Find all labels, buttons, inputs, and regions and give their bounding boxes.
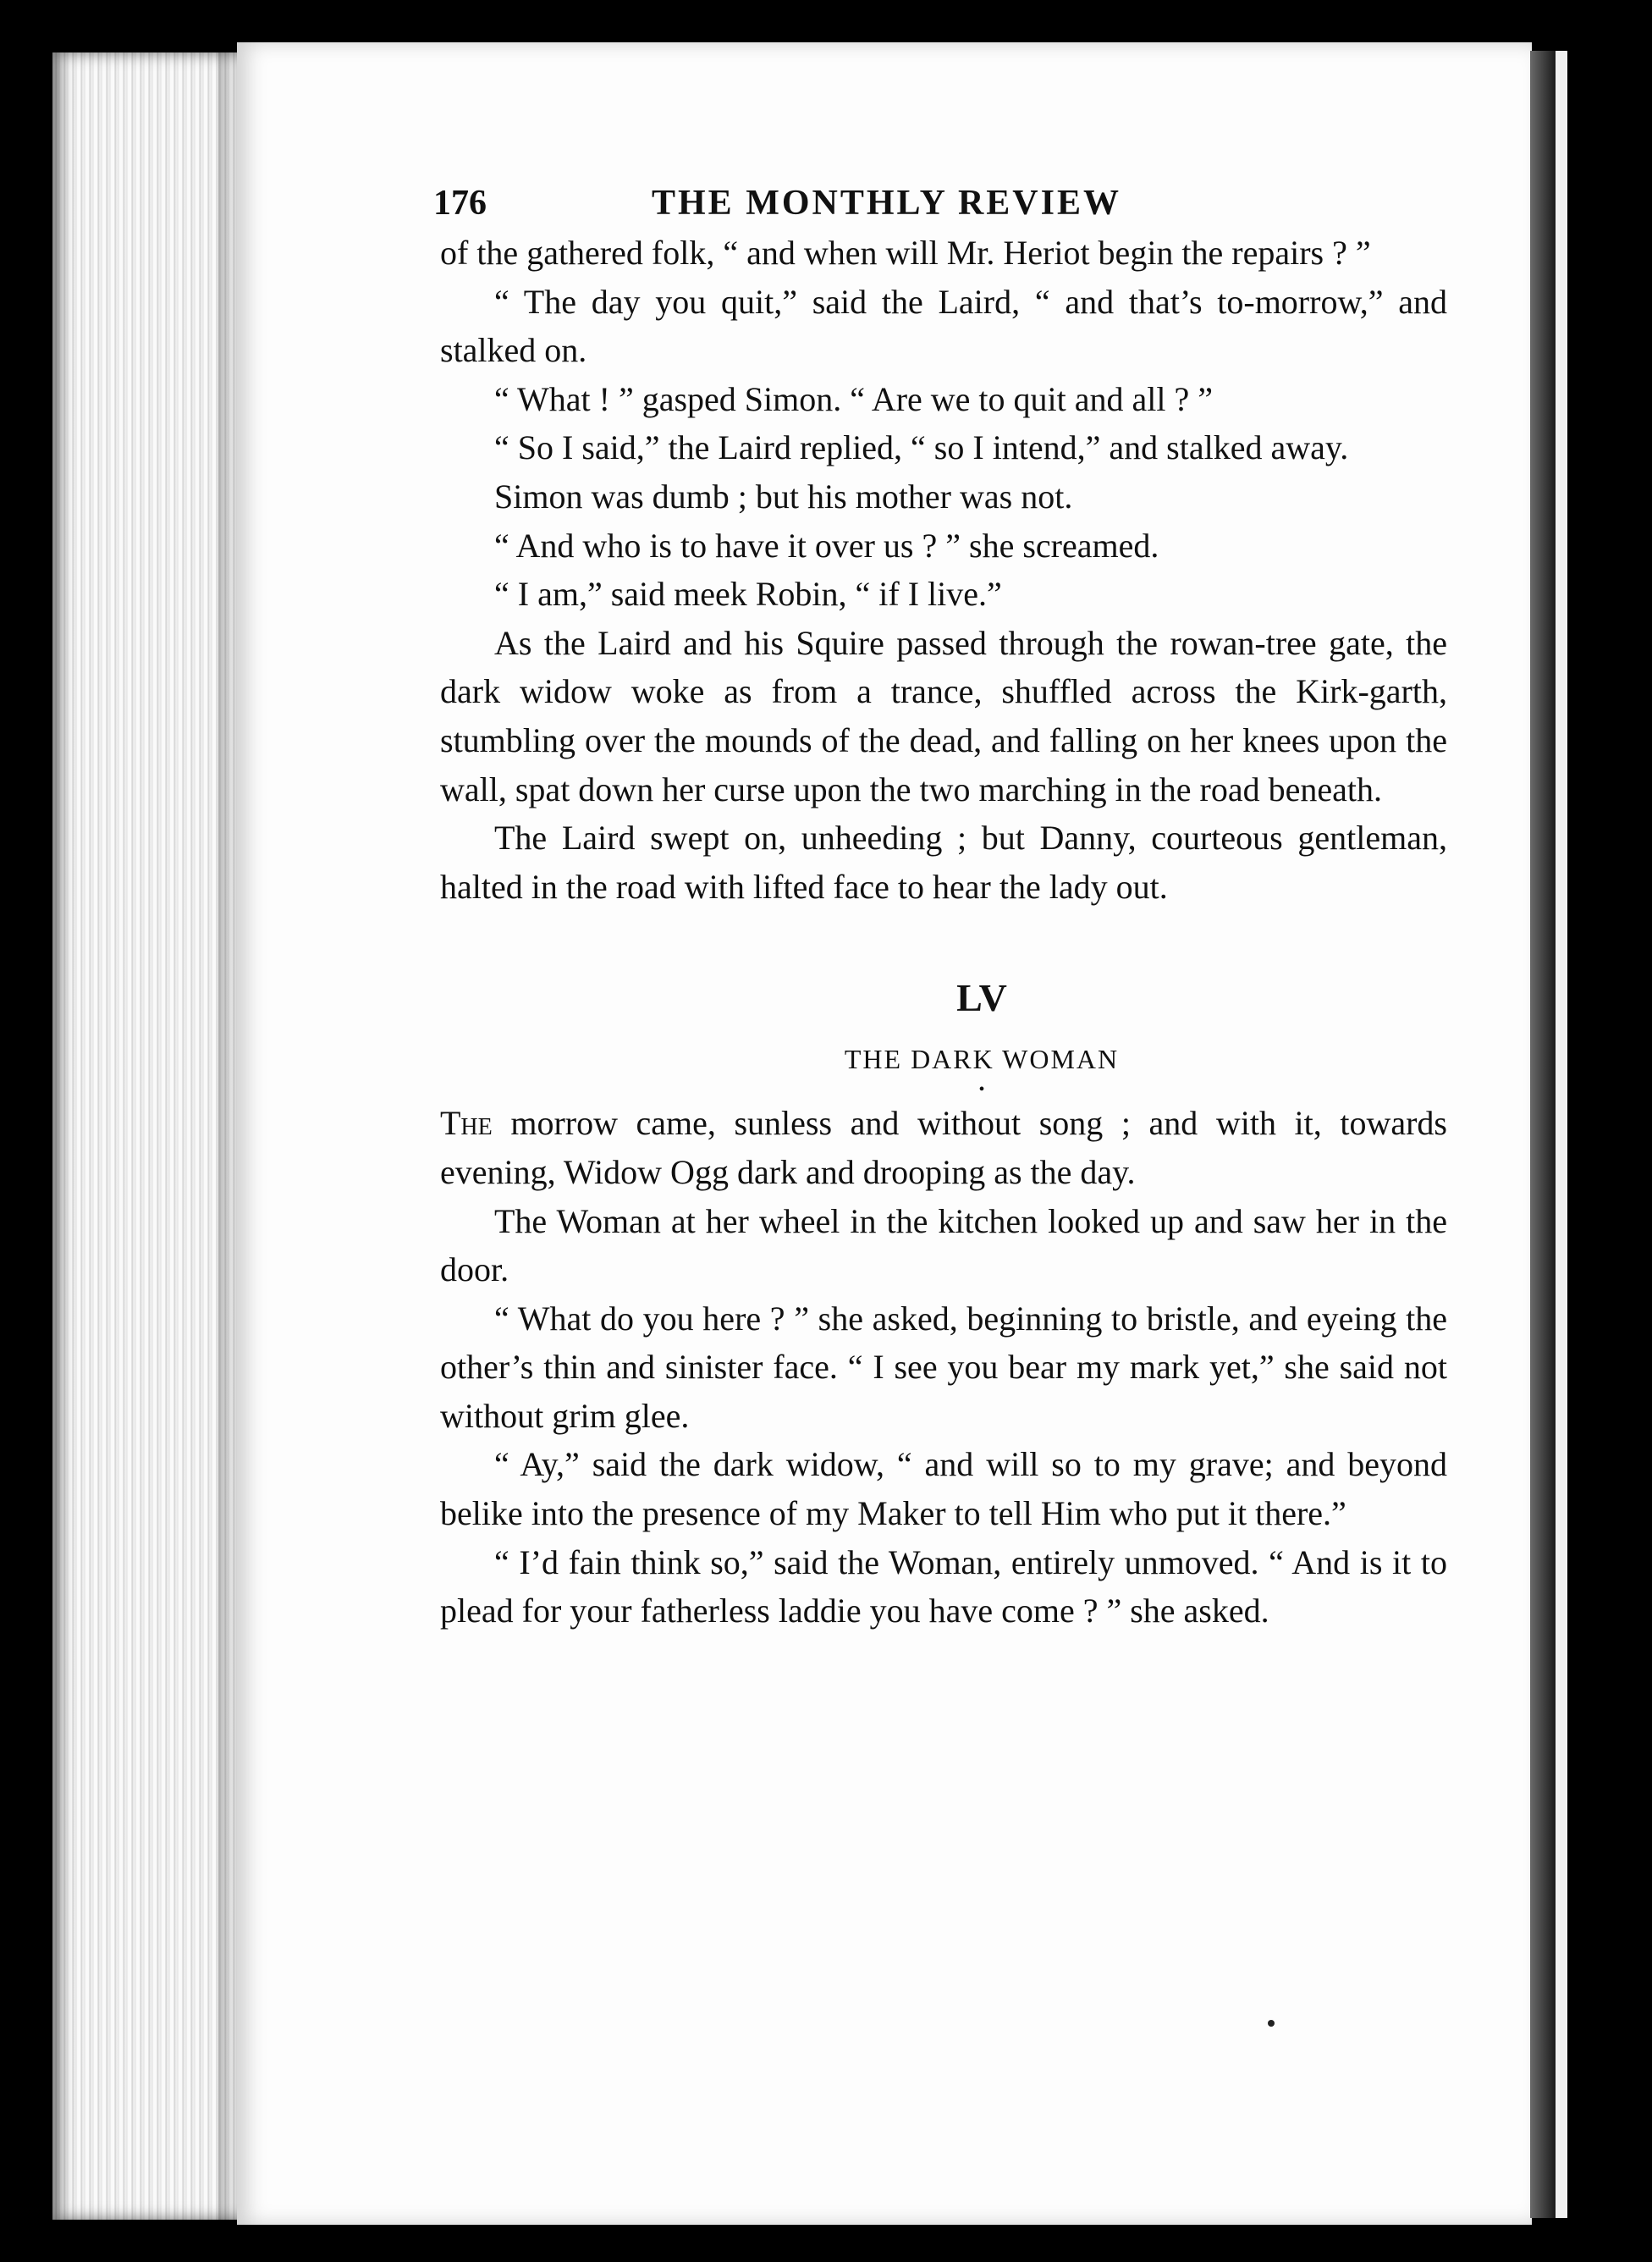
paragraph: “ What do you here ? ” she asked, beginning to bristle, and eyeing the other’s thin and sinister face. “ I see you bear my mark yet,” she said not without grim glee. [440, 1299, 1447, 1435]
paragraph: of the gathered folk, “ and when will Mr. Heriot begin the repairs ? ” [440, 234, 1371, 272]
facing-page-edge [1556, 51, 1567, 2218]
chapter-title: THE DARK WOMAN [844, 1044, 1120, 1075]
paragraph: Simon was dumb ; but his mother was not. [494, 477, 1073, 516]
paragraph: “ I am,” said meek Robin, “ if I live.” [494, 575, 1002, 614]
paragraph: “ So I said,” the Laird replied, “ so I intend,” and stalked away. [494, 428, 1349, 467]
paragraph-text: morrow came, sunless and without song ; and with it, towards evening, Widow Ogg dark and drooping as the day. [440, 1104, 1447, 1191]
running-title: THE MONTHLY REVIEW [652, 184, 1121, 223]
chapter-ornament: • [978, 1080, 985, 1100]
page-number: 176 [433, 184, 487, 223]
paragraph: “ Ay,” said the dark widow, “ and will so to my grave; and beyond belike into the presence of my Maker to tell Him who put it there.” [440, 1445, 1447, 1533]
paragraph: The Woman at her wheel in the kitchen looked up and saw her in the door. [440, 1201, 1447, 1289]
binding-strip [1530, 51, 1556, 2218]
paragraph: “ And who is to have it over us ? ” she screamed. [494, 526, 1159, 565]
running-header [433, 168, 1447, 227]
paragraph: As the Laird and his Squire passed through the rowan-tree gate, the dark widow woke as from a trance, shuffled across the Kirk-garth, stumbling over the mounds of the dead, and falling on her knees upon the wall, spat down her curse upon the two marching in the road beneath. [440, 623, 1447, 808]
lead-word: The [440, 1104, 493, 1143]
chapter-opening-paragraph [440, 1099, 1447, 1196]
page-text [433, 168, 1447, 1636]
chapter-number: LV [956, 976, 1007, 1020]
paragraph: The Laird swept on, unheeding ; but Danny, courteous gentleman, halted in the road with lifted face to hear the lady out. [440, 819, 1447, 906]
book-page-edges [52, 52, 239, 2220]
paragraph: “ What ! ” gasped Simon. “ Are we to quit and all ? ” [494, 379, 1214, 418]
paragraph: “ The day you quit,” said the Laird, “ and that’s to-morrow,” and stalked on. [440, 282, 1447, 370]
ink-speck [1268, 2020, 1275, 2027]
paragraph: “ I’d fain think so,” said the Woman, entirely unmoved. “ And is it to plead for your fatherless laddie you have come ? ” she asked. [440, 1542, 1447, 1630]
